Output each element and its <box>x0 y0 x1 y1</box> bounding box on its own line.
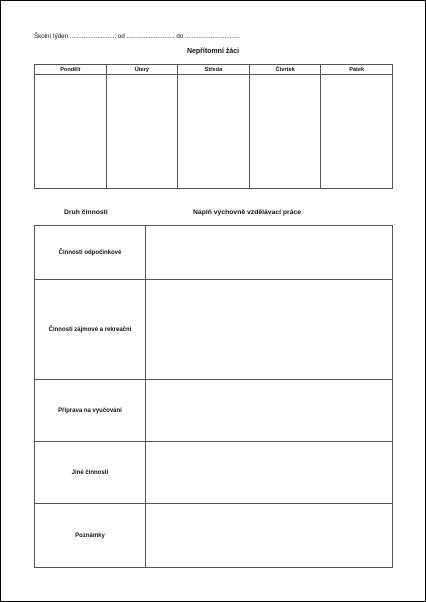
row-label-rest: Činnosti odpočinkové <box>35 226 146 280</box>
table-row <box>35 226 393 280</box>
table-row <box>35 442 393 504</box>
activity-type-header: Druh činnosti <box>64 209 108 216</box>
thursday-cell[interactable] <box>249 75 321 189</box>
content-cell-preparation[interactable] <box>146 380 393 442</box>
row-label-interest: Činnosti zájmové a rekreační <box>35 280 146 380</box>
day-wednesday: Středa <box>178 65 250 75</box>
monday-cell[interactable] <box>35 75 107 189</box>
table-row <box>35 504 393 568</box>
day-thursday: Čtvrtek <box>249 65 321 75</box>
friday-cell[interactable] <box>321 75 393 189</box>
content-cell-other[interactable] <box>146 442 393 504</box>
days-header-row <box>35 65 393 75</box>
wednesday-cell[interactable] <box>178 75 250 189</box>
content-cell-notes[interactable] <box>146 504 393 568</box>
absent-entry-row <box>35 75 393 189</box>
content-cell-rest[interactable] <box>146 226 393 280</box>
activity-content-header: Náplň výchovně vzdělávací práce <box>193 209 302 216</box>
row-label-other: Jiné činnosti <box>35 442 146 504</box>
activities-table <box>34 225 393 568</box>
day-friday: Pátek <box>321 65 393 75</box>
tuesday-cell[interactable] <box>106 75 178 189</box>
content-cell-interest[interactable] <box>146 280 393 380</box>
row-label-preparation: Příprava na vyučování <box>35 380 146 442</box>
school-week-line: Školní týden ........................... od ............................ do ................................ <box>34 33 240 40</box>
table-row <box>35 380 393 442</box>
table-row <box>35 280 393 380</box>
absent-pupils-title: Nepřítomní žáci <box>186 48 240 55</box>
day-tuesday: Úterý <box>106 65 178 75</box>
absent-pupils-table <box>34 64 393 189</box>
day-monday: Pondělí <box>35 65 107 75</box>
row-label-notes: Poznámky <box>35 504 146 568</box>
